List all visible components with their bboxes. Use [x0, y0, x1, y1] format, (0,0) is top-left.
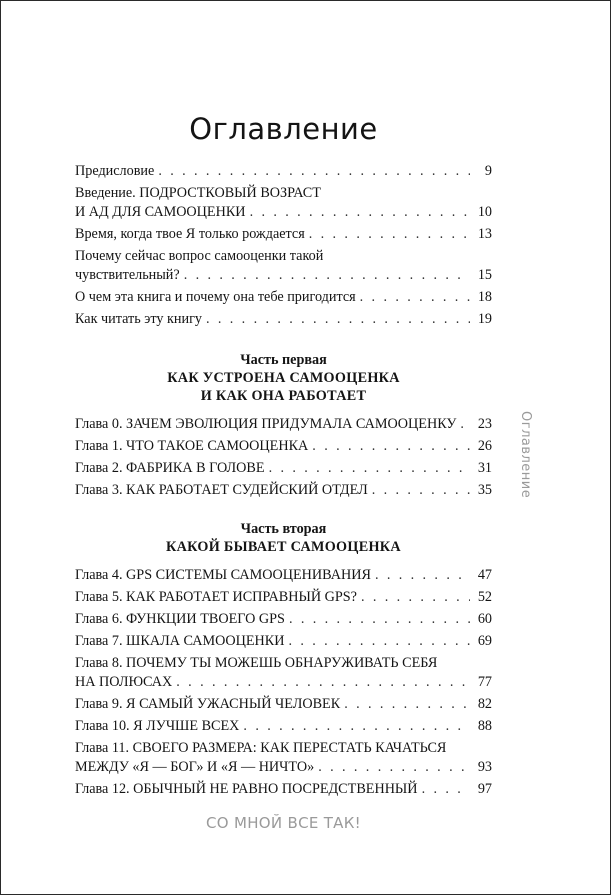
toc-entry-text: Как читать эту книгу [75, 311, 202, 327]
toc-entry-text: Глава 8. ПОЧЕМУ ТЫ МОЖЕШЬ ОБНАРУЖИВАТЬ СЕБЯ [75, 655, 438, 671]
toc-entry [75, 437, 492, 456]
part-one-title-line: КАК УСТРОЕНА САМООЦЕНКА [167, 370, 400, 386]
toc-page-number: 88 [477, 718, 492, 734]
dot-leader [360, 288, 470, 307]
toc-entry [75, 184, 492, 222]
toc-entry-line [75, 266, 492, 285]
toc-entry-text: О чем эта книга и почему она тебе пригодится [75, 289, 356, 305]
toc-entry-text: Глава 7. ШКАЛА САМООЦЕНКИ [75, 633, 285, 649]
toc-entry-text: Глава 1. ЧТО ТАКОЕ САМООЦЕНКА [75, 438, 309, 454]
toc-entry-line [75, 247, 492, 266]
dot-leader [250, 203, 470, 222]
dot-leader [372, 481, 470, 500]
toc-entry-text: И АД ДЛЯ САМООЦЕНКИ [75, 204, 246, 220]
toc-page-number: 82 [477, 696, 492, 712]
toc-entry [75, 310, 492, 329]
toc-page-number: 97 [477, 781, 492, 797]
dot-leader [289, 610, 470, 629]
toc-entry-text: Время, когда твое Я только рождается [75, 226, 305, 242]
toc-entry-text: Глава 2. ФАБРИКА В ГОЛОВЕ [75, 460, 265, 476]
toc-entry-line [75, 184, 492, 203]
toc-entry [75, 739, 492, 777]
toc-entry-line [75, 437, 492, 456]
part-two-label: Часть вторая [240, 521, 327, 537]
toc-entry-line [75, 225, 492, 244]
toc-page-number: 93 [477, 759, 492, 775]
toc-entry-line [75, 288, 492, 307]
toc-entry-line [75, 310, 492, 329]
toc-entry-line [75, 758, 492, 777]
dot-leader [344, 695, 470, 714]
toc-entry [75, 162, 492, 181]
part-one-title-line: И КАК ОНА РАБОТАЕТ [200, 388, 367, 404]
toc-page-number: 13 [477, 226, 492, 242]
toc-entry-text: МЕЖДУ «Я — БОГ» И «Я — НИЧТО» [75, 759, 315, 775]
dot-leader [158, 162, 470, 181]
dot-leader [375, 566, 470, 585]
toc-page-number: 47 [477, 567, 492, 583]
dot-leader [176, 673, 470, 692]
part-one-chapter-list [75, 415, 492, 500]
toc-entry [75, 717, 492, 736]
toc-page-number: 15 [477, 267, 492, 283]
dot-leader [288, 632, 470, 651]
part-two-chapter-list [75, 566, 492, 799]
toc-entry-line [75, 632, 492, 651]
toc-page-number: 77 [477, 674, 492, 690]
toc-entry-line [75, 481, 492, 500]
toc-entry [75, 695, 492, 714]
part-two-heading [75, 520, 492, 556]
toc-entry-line [75, 203, 492, 222]
toc-entry [75, 459, 492, 478]
toc-entry-text: Глава 9. Я САМЫЙ УЖАСНЫЙ ЧЕЛОВЕК [75, 696, 341, 712]
toc-entry-text: Почему сейчас вопрос самооценки такой [75, 248, 324, 264]
toc-entry [75, 588, 492, 607]
toc-entry [75, 632, 492, 651]
toc-entry-text: Глава 6. ФУНКЦИИ ТВОЕГО GPS [75, 611, 285, 627]
toc-entry-line [75, 654, 492, 673]
dot-leader [243, 717, 470, 736]
toc-entry-text: Глава 10. Я ЛУЧШЕ ВСЕХ [75, 718, 240, 734]
toc-entry [75, 288, 492, 307]
part-two-title: КАКОЙ БЫВАЕТ САМООЦЕНКА [166, 539, 401, 555]
toc-page-number: 19 [477, 311, 492, 327]
dot-leader [206, 310, 470, 329]
front-matter-list [75, 162, 492, 329]
toc-entry-line [75, 673, 492, 692]
dot-leader [318, 758, 470, 777]
part-one-label: Часть первая [240, 352, 327, 368]
toc-entry-line [75, 610, 492, 629]
toc-entry-line [75, 588, 492, 607]
toc-page-number: 31 [477, 460, 492, 476]
toc-entry [75, 481, 492, 500]
toc-page-number: 23 [477, 416, 492, 432]
dot-leader [460, 415, 470, 434]
dot-leader [361, 588, 470, 607]
toc-entry-line [75, 415, 492, 434]
dot-leader [309, 225, 470, 244]
toc-entry [75, 610, 492, 629]
dot-leader [184, 266, 470, 285]
toc-entry-text: Глава 5. КАК РАБОТАЕТ ИСПРАВНЫЙ GPS? [75, 589, 357, 605]
toc-entry [75, 654, 492, 692]
page-title: Оглавление [189, 112, 378, 146]
toc-entry [75, 225, 492, 244]
toc-entry-line [75, 739, 492, 758]
toc-entry-text: НА ПОЛЮСАХ [75, 674, 173, 690]
toc-entry-text: Глава 3. КАК РАБОТАЕТ СУДЕЙСКИЙ ОТДЕЛ [75, 482, 368, 498]
toc-entry-line [75, 459, 492, 478]
toc-entry-line [75, 717, 492, 736]
toc-entry-line [75, 695, 492, 714]
toc-entry-text: Глава 4. GPS СИСТЕМЫ САМООЦЕНИВАНИЯ [75, 567, 371, 583]
toc-page-number: 52 [477, 589, 492, 605]
toc-entry-text: Глава 11. СВОЕГО РАЗМЕРА: КАК ПЕРЕСТАТЬ КАЧАТЬСЯ [75, 740, 447, 756]
toc-entry-text: чувствительный? [75, 267, 180, 283]
part-one-heading [75, 351, 492, 405]
toc-page-number: 35 [477, 482, 492, 498]
toc-entry [75, 415, 492, 434]
running-footer: СО МНОЙ ВСЕ ТАК! [206, 814, 361, 832]
toc-entry [75, 247, 492, 285]
toc-page-number: 69 [477, 633, 492, 649]
toc-entry-line [75, 162, 492, 181]
section-side-tab: Оглавление [518, 411, 533, 499]
toc-page-number: 60 [477, 611, 492, 627]
toc-entry [75, 566, 492, 585]
dot-leader [269, 459, 470, 478]
toc-page-number: 9 [484, 163, 492, 179]
toc-entry [75, 780, 492, 799]
table-of-contents [75, 162, 492, 802]
toc-entry-text: Глава 12. ОБЫЧНЫЙ НЕ РАВНО ПОСРЕДСТВЕННЫЙ [75, 781, 418, 797]
toc-page-number: 18 [477, 289, 492, 305]
toc-page-number: 26 [477, 438, 492, 454]
dot-leader [312, 437, 470, 456]
dot-leader [422, 780, 470, 799]
toc-entry-line [75, 566, 492, 585]
toc-page-number: 10 [477, 204, 492, 220]
toc-entry-line [75, 780, 492, 799]
toc-entry-text: Предисловие [75, 163, 155, 179]
toc-entry-text: Глава 0. ЗАЧЕМ ЭВОЛЮЦИЯ ПРИДУМАЛА САМООЦЕНКУ [75, 416, 457, 432]
toc-entry-text: Введение. ПОДРОСТКОВЫЙ ВОЗРАСТ [75, 185, 321, 201]
